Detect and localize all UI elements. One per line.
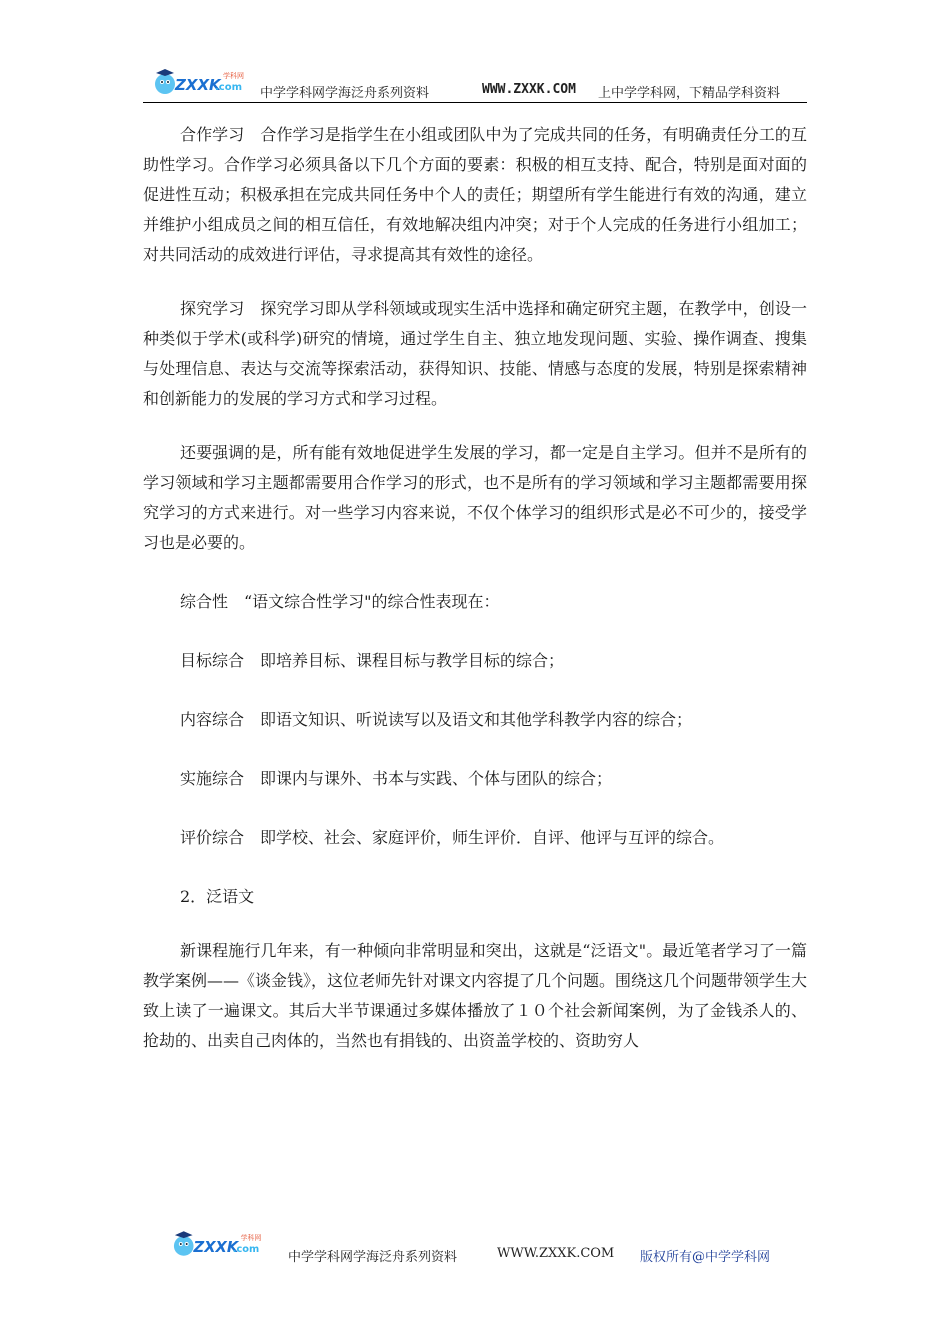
line-comprehensiveness: 综合性 “语文综合性学习"的综合性表现在：	[180, 592, 500, 611]
paragraph-inquiry-learning: 探究学习 探究学习即从学科领域或现实生活中选择和确定研究主题，在教学中，创设一种类似于学术(或科学)研究的情境，通过学生自主、独立地发现问题、实验、操作调查、搜集与处理信息、表达与交流等探索活动，获得知识、技能、情感与态度的发展，特别是探索精神和创新能力的发展的学习方式和学习过程。	[143, 299, 807, 408]
header-series-title: 中学学科网学海泛舟系列资料	[260, 86, 430, 101]
paragraph-cooperative-learning: 合作学习 合作学习是指学生在小组或团队中为了完成共同的任务，有明确责任分工的互助性学习。合作学习必须具备以下几个方面的要素：积极的相互支持、配合，特别是面对面的促进性互动；积极承担在完成共同任务中个人的责任；期望所有学生能进行有效的沟通，建立并维护小组成员之间的相互信任，有效地解决组内冲突；对于个人完成的任务进行小组加工；对共同活动的成效进行评估，寻求提高其有效性的途径。	[143, 125, 807, 264]
svg-text:学科网: 学科网	[240, 1234, 262, 1243]
svg-text:ZXXK: ZXXK	[175, 76, 221, 94]
line-content-integration: 内容综合 即语文知识、听说读写以及语文和其他学科教学内容的综合；	[180, 710, 693, 729]
paragraph-emphasis: 还要强调的是，所有能有效地促进学生发展的学习，都一定是自主学习。但并不是所有的学习领域和学习主题都需要用合作学习的形式，也不是所有的学习领域和学习主题都需要用探究学习的方式来进行。对一些学习内容来说，不仅个体学习的组织形式是必不可少的，接受学习也是必要的。	[143, 443, 807, 552]
zxxk-footer-logo	[170, 1228, 272, 1260]
zxxk-logo	[151, 66, 255, 98]
header-website-link[interactable]: WWW.ZXXK.COM	[482, 82, 576, 97]
line-goal-integration: 目标综合 即培养目标、课程目标与教学目标的综合；	[180, 651, 565, 670]
svg-text:ZXXK: ZXXK	[193, 1238, 239, 1256]
footer-website-link[interactable]: WWW.ZXXK.COM	[497, 1246, 615, 1261]
footer-copyright: 版权所有@中学学科网	[640, 1250, 771, 1265]
svg-text:.com: .com	[215, 82, 243, 93]
paragraph-pan-chinese: 新课程施行几年来，有一种倾向非常明显和突出，这就是“泛语文"。最近笔者学习了一篇教学案例——《谈金钱》，这位老师先针对课文内容提了几个问题。围绕这几个问题带领学生大致上读了一遍课文。其后大半节课通过多媒体播放了１０个社会新闻案例，为了金钱杀人的、抢劫的、出卖自己肉体的，当然也有捐钱的、出资盖学校的、资助穷人	[143, 941, 808, 1050]
svg-text:学科网: 学科网	[223, 72, 244, 80]
section-heading-pan-chinese: 2．泛语文	[180, 887, 255, 906]
page-footer	[170, 1226, 810, 1270]
line-implementation-integration: 实施综合 即课内与课外、书本与实践、个体与团队的综合；	[180, 769, 613, 788]
page-header	[143, 62, 807, 103]
document-body	[143, 120, 807, 1056]
footer-series-title: 中学学科网学海泛舟系列资料	[288, 1250, 458, 1265]
header-slogan: 上中学学科网，下精品学科资料	[598, 86, 781, 101]
line-evaluation-integration: 评价综合 即学校、社会、家庭评价，师生评价．自评、他评与互评的综合。	[180, 828, 725, 847]
svg-text:.com: .com	[232, 1243, 260, 1255]
